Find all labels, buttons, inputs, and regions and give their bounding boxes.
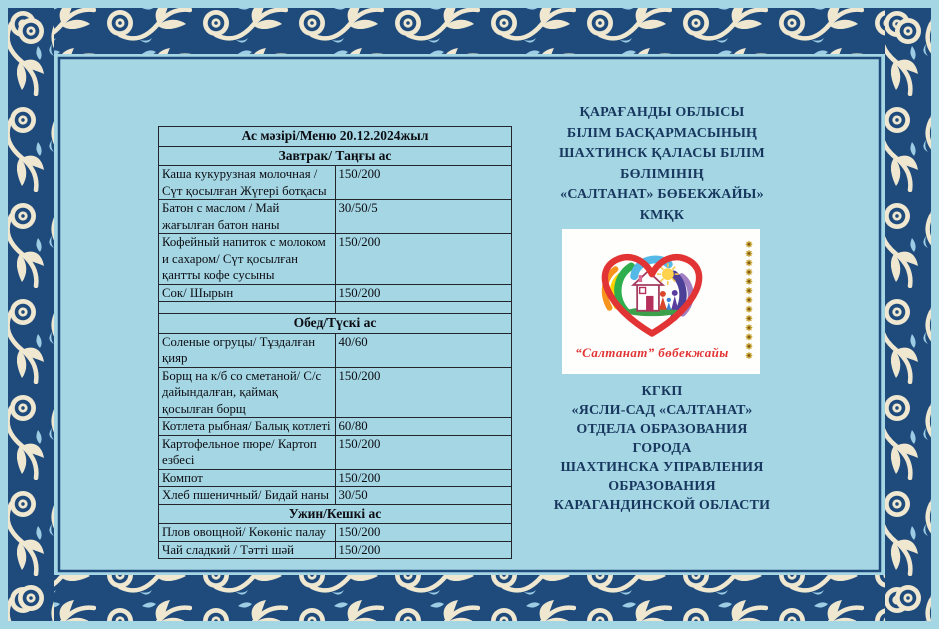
- table-row: [159, 166, 512, 200]
- logo-caption: “Салтанат” бөбекжайы: [575, 345, 729, 360]
- dish-name-cell: Батон с маслом / Май жағылған батон наны: [159, 200, 336, 234]
- table-row: [159, 418, 512, 436]
- org-footer-line: КГКП: [641, 384, 683, 399]
- dish-portion-cell: 150/200: [335, 541, 512, 559]
- table-row: [159, 333, 512, 367]
- table-row: [159, 524, 512, 542]
- dish-portion-cell: 40/60: [335, 333, 512, 367]
- org-header-line: ШАХТИНСК ҚАЛАСЫ БІЛІМ: [559, 146, 765, 161]
- heart-logo-icon: [564, 231, 740, 345]
- dish-portion-cell: 150/200: [335, 284, 512, 302]
- menu-spacer-row: [159, 302, 512, 314]
- table-row: [159, 234, 512, 285]
- dish-name-cell: Компот: [159, 469, 336, 487]
- menu-section-cell: Ужин/Кешкі ас: [159, 504, 512, 524]
- menu-section-cell: Завтрак/ Таңғы ас: [159, 146, 512, 166]
- dish-portion-cell: 30/50/5: [335, 200, 512, 234]
- org-footer-line: ГОРОДА: [632, 441, 692, 456]
- dish-name-cell: Соленые огруцы/ Тұздалған қияр: [159, 333, 336, 367]
- menu-title-row: [159, 127, 512, 147]
- dish-name-cell: Борщ на к/б со сметаной/ С/с дайындалған, қаймақ қосылған борщ: [159, 367, 336, 418]
- menu-section-cell: Обед/Түскі ас: [159, 314, 512, 334]
- dish-portion-cell: 150/200: [335, 367, 512, 418]
- dish-name-cell: Каша кукурузная молочная / Сүт қосылған Жүгері ботқасы: [159, 166, 336, 200]
- table-row: [159, 200, 512, 234]
- dish-portion-cell: 150/200: [335, 166, 512, 200]
- table-row: [159, 367, 512, 418]
- gold-ornament-strip-icon: [740, 231, 758, 370]
- dish-portion-cell: 150/200: [335, 234, 512, 285]
- kindergarten-logo: [562, 229, 760, 374]
- org-header-line: БӨЛІМІНІҢ: [620, 166, 704, 182]
- org-header-line: БІЛІМ БАСҚАРМАСЫНЫҢ: [566, 125, 758, 141]
- dish-portion-cell: 30/50: [335, 487, 512, 505]
- dish-name-cell: Сок/ Шырын: [159, 284, 336, 302]
- org-info-column: [545, 103, 779, 515]
- org-footer-line: ОБРАЗОВАНИЯ: [608, 479, 716, 494]
- dish-name-cell: Плов овощной/ Көкөніс палау: [159, 524, 336, 542]
- dish-name-cell: Котлета рыбная/ Балық котлеті: [159, 418, 336, 436]
- dish-name-cell: Хлеб пшеничный/ Бидай наны: [159, 487, 336, 505]
- table-row: [159, 469, 512, 487]
- spacer-name-cell: [159, 302, 336, 314]
- table-row: [159, 284, 512, 302]
- org-footer-line: ОТДЕЛА ОБРАЗОВАНИЯ: [576, 422, 748, 437]
- spacer-portion-cell: [335, 302, 512, 314]
- menu-table: [158, 126, 512, 559]
- dish-portion-cell: 150/200: [335, 435, 512, 469]
- org-footer-line: «ЯСЛИ-САД «САЛТАНАТ»: [571, 403, 753, 418]
- org-header-text: [545, 103, 779, 226]
- dish-portion-cell: 150/200: [335, 469, 512, 487]
- table-row: [159, 435, 512, 469]
- org-footer-text: [545, 382, 779, 515]
- menu-section-row: [159, 504, 512, 524]
- table-row: [159, 541, 512, 559]
- org-header-line: «САЛТАНАТ» БӨБЕКЖАЙЫ»: [560, 187, 764, 202]
- org-header-line: ҚАРАҒАНДЫ ОБЛЫСЫ: [579, 105, 745, 120]
- dish-portion-cell: 150/200: [335, 524, 512, 542]
- org-footer-line: ШАХТИНСКА УПРАВЛЕНИЯ: [560, 460, 764, 475]
- dish-portion-cell: 60/80: [335, 418, 512, 436]
- dish-name-cell: Картофельное пюре/ Картоп езбесі: [159, 435, 336, 469]
- org-footer-line: КАРАГАНДИНСКОЙ ОБЛАСТИ: [553, 498, 771, 513]
- org-header-line: КМҚК: [639, 207, 685, 223]
- menu-section-row: [159, 314, 512, 334]
- menu-section-row: [159, 146, 512, 166]
- table-row: [159, 487, 512, 505]
- dish-name-cell: Кофейный напиток с молоком и сахаром/ Сүт қосылған қантты кофе сусыны: [159, 234, 336, 285]
- logo-heart-area: [564, 231, 740, 372]
- menu-title-cell: Ас мәзірі/Меню 20.12.2024жыл: [159, 127, 512, 147]
- dish-name-cell: Чай сладкий / Тәтті шәй: [159, 541, 336, 559]
